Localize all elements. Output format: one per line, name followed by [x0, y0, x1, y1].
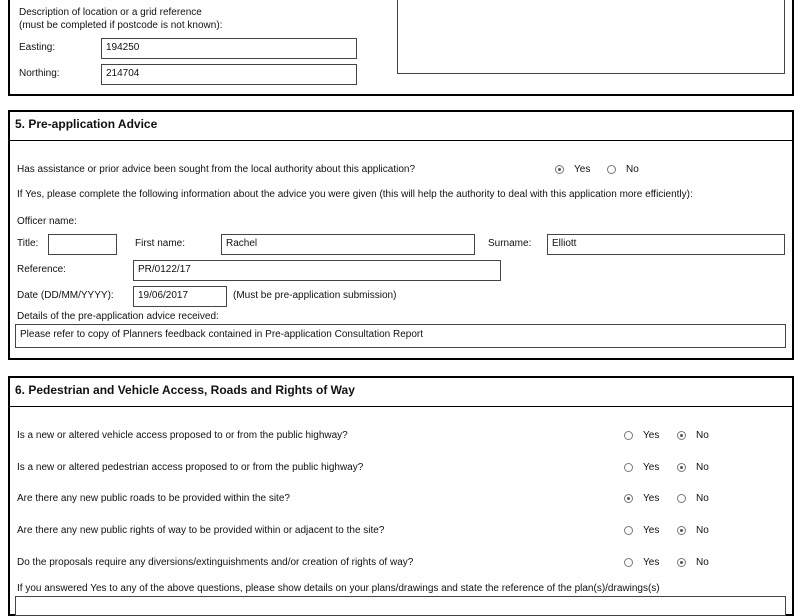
easting-field[interactable]: 194250 — [101, 38, 357, 59]
q5-no-radio[interactable] — [677, 558, 686, 567]
q4-yes-label: Yes — [643, 525, 660, 536]
advice-details-field[interactable]: Please refer to copy of Planners feedback contained in Pre-application Consultation Report — [15, 324, 786, 348]
q5-yes-radio[interactable] — [624, 558, 633, 567]
section-5-header-divider — [10, 140, 792, 141]
q1-no-radio[interactable] — [677, 431, 686, 440]
q5-no-label: No — [696, 557, 709, 568]
surname-field[interactable]: Elliott — [547, 234, 785, 255]
date-label: Date (DD/MM/YYYY): — [17, 290, 114, 301]
pre-app-question: Has assistance or prior advice been sought from the local authority about this application? — [17, 164, 416, 175]
reference-field[interactable]: PR/0122/17 — [133, 260, 501, 281]
q4-no-radio[interactable] — [677, 526, 686, 535]
pre-app-no-radio[interactable] — [607, 165, 616, 174]
pre-app-yes-radio[interactable] — [555, 165, 564, 174]
officer-name-label: Officer name: — [17, 216, 77, 227]
section-6-title: 6. Pedestrian and Vehicle Access, Roads and Rights of Way — [15, 383, 355, 397]
access-question-5: Do the proposals require any diversions/extinguishments and/or creation of rights of way? — [17, 557, 414, 568]
easting-label: Easting: — [19, 42, 56, 53]
northing-field[interactable]: 214704 — [101, 64, 357, 85]
q1-no-label: No — [696, 430, 709, 441]
first-name-label: First name: — [135, 238, 186, 249]
northing-label: Northing: — [19, 68, 60, 79]
surname-label: Surname: — [488, 238, 532, 249]
location-description-field[interactable] — [397, 0, 785, 74]
q2-no-label: No — [696, 462, 709, 473]
access-question-2: Is a new or altered pedestrian access proposed to or from the public highway? — [17, 462, 364, 473]
access-question-4: Are there any new public rights of way to be provided within or adjacent to the site? — [17, 525, 385, 536]
q1-yes-radio[interactable] — [624, 431, 633, 440]
first-name-field[interactable]: Rachel — [221, 234, 475, 255]
q4-yes-radio[interactable] — [624, 526, 633, 535]
section-5-title: 5. Pre-application Advice — [15, 117, 158, 131]
location-description-label-1: Description of location or a grid reference — [19, 7, 202, 18]
q4-no-label: No — [696, 525, 709, 536]
date-field[interactable]: 19/06/2017 — [133, 286, 227, 307]
q3-yes-radio[interactable] — [624, 494, 633, 503]
section-6-header-divider — [10, 406, 792, 407]
q2-no-radio[interactable] — [677, 463, 686, 472]
access-question-3: Are there any new public roads to be provided within the site? — [17, 493, 290, 504]
q3-no-radio[interactable] — [677, 494, 686, 503]
reference-label: Reference: — [17, 264, 66, 275]
q5-yes-label: Yes — [643, 557, 660, 568]
q2-yes-label: Yes — [643, 462, 660, 473]
officer-title-field[interactable] — [48, 234, 117, 255]
q1-yes-label: Yes — [643, 430, 660, 441]
q3-yes-label: Yes — [643, 493, 660, 504]
officer-title-label: Title: — [17, 238, 39, 249]
q2-yes-radio[interactable] — [624, 463, 633, 472]
pre-app-no-label: No — [626, 164, 639, 175]
plans-reference-field[interactable] — [15, 596, 786, 616]
date-note: (Must be pre-application submission) — [233, 290, 397, 301]
access-footer-instruction: If you answered Yes to any of the above questions, please show details on your plans/drawings and state the reference of the plan(s)/drawings(s) — [17, 583, 660, 594]
advice-details-label: Details of the pre-application advice received: — [17, 311, 219, 322]
access-question-1: Is a new or altered vehicle access proposed to or from the public highway? — [17, 430, 348, 441]
location-description-label-2: (must be completed if postcode is not known): — [19, 20, 223, 31]
pre-app-yes-label: Yes — [574, 164, 591, 175]
pre-app-instruction: If Yes, please complete the following information about the advice you were given (this will help the authority to deal with this application more efficiently): — [17, 189, 693, 200]
q3-no-label: No — [696, 493, 709, 504]
